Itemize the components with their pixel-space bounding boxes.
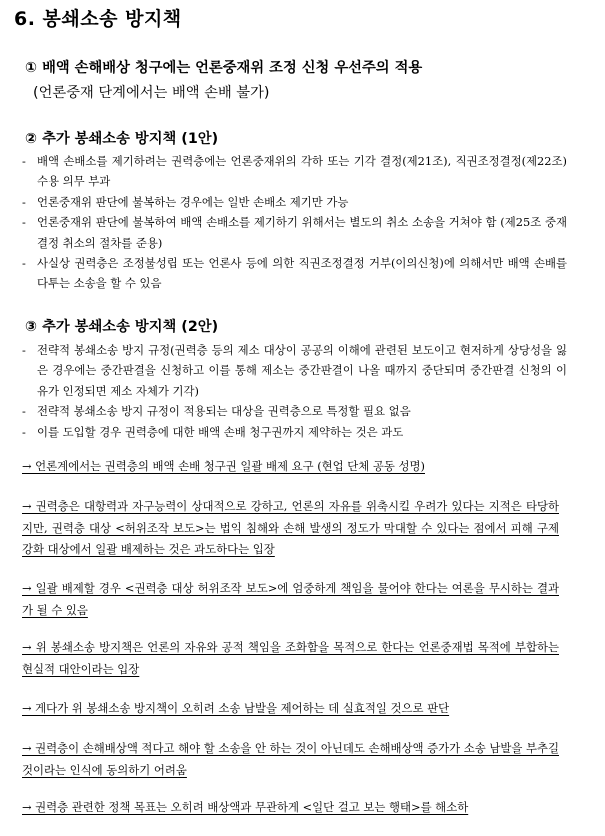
section2-heading: ② 추가 봉쇄소송 방지책 (1안) xyxy=(25,131,219,147)
arrow-note-1: → 언론계에서는 권력층의 배액 손배 청구권 일괄 배제 요구 (현업 단체 공동 성명) xyxy=(22,459,425,473)
list-item: - 배액 손배소를 제기하려는 권력층에는 언론중재위의 각하 또는 기각 결정(제21조), 직권조정결정(제22조) 수용 의무 부과 xyxy=(22,154,567,189)
arrow-note-3: → 일괄 배제할 경우 <권력층 대상 허위조작 보도>에 엄중하게 책임을 물어야 한다는 여론을 무시하는 결과가 될 수 있음 xyxy=(22,581,559,617)
page-title: 6. 봉쇄소송 방지책 xyxy=(14,8,182,30)
section3-list xyxy=(22,340,567,442)
list-item: - 전략적 봉쇄소송 방지 규정이 적용되는 대상을 권력층으로 특정할 필요 없음 xyxy=(22,404,411,419)
list-item: - 이를 도입할 경우 권력층에 대한 배액 손배 청구권까지 제약하는 것은 과도 xyxy=(22,424,404,439)
arrow-note-7: → 권력층 관련한 정책 목표는 오히려 배상액과 무관하게 <일단 걸고 보는 행태>를 해소하 xyxy=(22,800,469,814)
section3-heading: ③ 추가 봉쇄소송 방지책 (2안) xyxy=(25,319,219,335)
section2-list xyxy=(22,151,567,294)
list-item: - 전략적 봉쇄소송 방지 규정(권력층 등의 제소 대상이 공공의 이해에 관련된 보도이고 현저하게 상당성을 잃은 경우에는 중간판결을 신청하고 이를 통해 제소는 중간판결이 나올 때까지 중단되며 중간판결 신청의 이유가 인정되면 제소 자체가 기각) xyxy=(22,343,567,398)
arrow-note-2: → 권력층은 대항력과 자구능력이 상대적으로 강하고, 언론의 자유를 위축시킬 우려가 있다는 지적은 타당하지만, 권력층 대상 <허위조작 보도>는 법익 침해와 손해 발생의 정도가 막대할 수 있다는 점에서 피해 구제 강화 대상에서 일괄 배제하는 것은 과도하다는 입장 xyxy=(22,499,559,556)
list-item: - 언론중재위 판단에 불복하여 배액 손배소를 제기하기 위해서는 별도의 취소 소송을 거쳐야 함 (제25조 중재결정 취소의 절차를 준용) xyxy=(22,215,567,250)
arrow-note-6: → 권력층이 손해배상액 적다고 해야 할 소송을 안 하는 것이 아닌데도 손해배상액 증가가 소송 남발을 부추길 것이라는 인식에 동의하기 어려움 xyxy=(22,741,560,777)
list-item: - 언론중재위 판단에 불복하는 경우에는 일반 손배소 제기만 가능 xyxy=(22,194,349,209)
arrow-note-5: → 게다가 위 봉쇄소송 방지책이 오히려 소송 남발을 제어하는 데 실효적일 것으로 판단 xyxy=(22,701,450,715)
list-item: - 사실상 권력층은 조정불성립 또는 언론사 등에 의한 직권조정결정 거부(이의신청)에 의해서만 배액 손배를 다투는 소송을 할 수 있음 xyxy=(22,256,567,291)
arrow-note-4: → 위 봉쇄소송 방지책은 언론의 자유와 공적 책임을 조화함을 목적으로 한다는 언론중재법 목적에 부합하는 현실적 대안이라는 입장 xyxy=(22,640,559,676)
section1-heading: ① 배액 손해배상 청구에는 언론중재위 조정 신청 우선주의 적용 xyxy=(25,60,423,76)
section1-sub: (언론중재 단계에서는 배액 손배 불가) xyxy=(33,85,270,101)
